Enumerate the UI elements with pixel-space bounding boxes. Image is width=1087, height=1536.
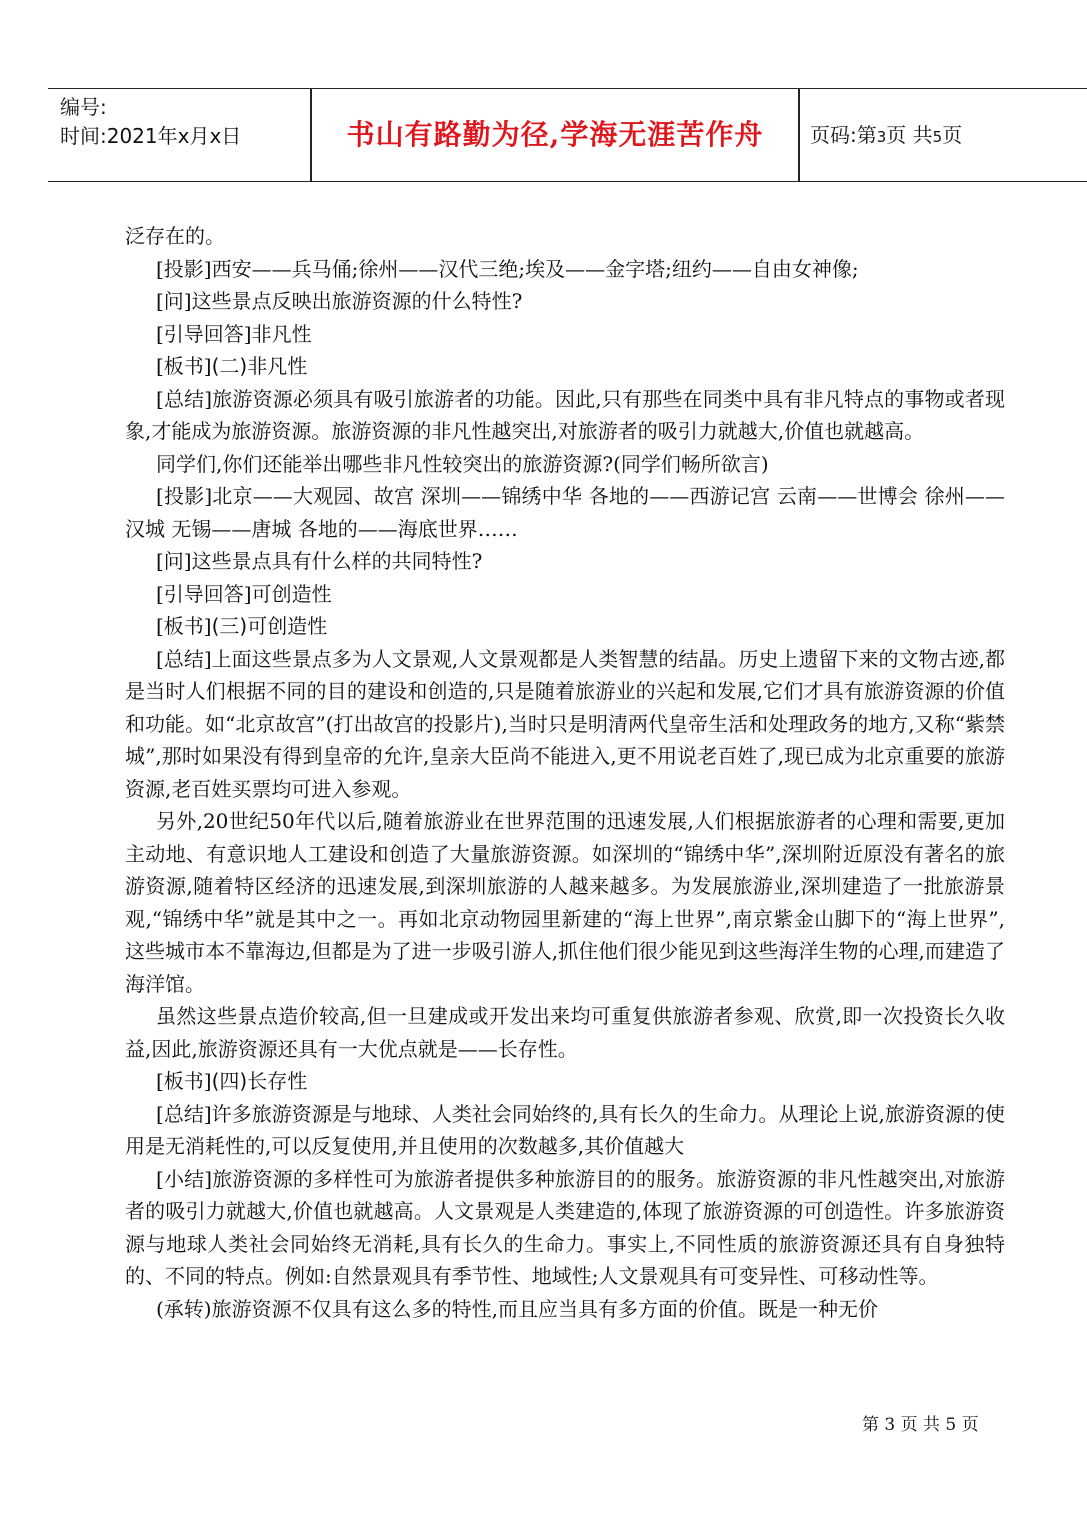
board-heading — [125, 610, 1005, 643]
paragraph: (承转)旅游资源不仅具有这么多的特性,而且应当具有多方面的价值。既是一种无价 — [156, 1296, 878, 1321]
page-prefix: 页码:第 — [810, 123, 877, 147]
paragraph: [总结]旅游资源必须具有吸引旅游者的功能。因此,只有那些在同类中具有非凡特点的事物或者现象,才能成为旅游资源。旅游资源的非凡性越突出,对旅游者的吸引力就越大,价值也就越高。 — [125, 386, 1005, 443]
page-mid: 页 共 — [886, 123, 933, 147]
page-footer: 第 3 页 共 5 页 — [862, 1415, 979, 1435]
board-heading — [125, 350, 1005, 383]
paragraph: 另外,20世纪50年代以后,随着旅游业在世界范围的迅速发展,人们根据旅游者的心理和需要,更加主动地、有意识地人工建设和创造了大量旅游资源。如深圳的“锦绣中华”,深圳附近原没有著名的旅游资源,随着特区经济的迅速发展,到深圳旅游的人越来越多。为发展旅游业,深圳建造了一批旅游景观,“锦绣中华”就是其中之一。再如北京动物园里新建的“海上世界”,南京紫金山脚下的“海上世界”,这些城市本不靠海边,但都是为了进一步吸引游人,抓住他们很少能见到这些海洋生物的心理,而建造了海洋馆。 — [125, 809, 1005, 996]
paragraph: 虽然这些景点造价较高,但一旦建成或开发出来均可重复供旅游者参观、欣赏,即一次投资长久收益,因此,旅游资源还具有一大优点就是——长存性。 — [125, 1004, 1005, 1061]
header-page-number — [810, 119, 962, 148]
paragraph: [小结]旅游资源的多样性可为旅游者提供多种旅游目的的服务。旅游资源的非凡性越突出,对旅游者的吸引力就越大,价值也就越高。人文景观是人类建造的,体现了旅游资源的可创造性。许多旅游资源与地球人类社会同始终无消耗,具有长久的生命力。事实上,不同性质的旅游资源还具有自身独特的、不同的特点。例如:自然景观具有季节性、地域性;人文景观具有可变异性、可移动性等。 — [125, 1166, 1005, 1288]
paragraph: [引导回答]可创造性 — [156, 581, 332, 606]
paragraph: [总结]许多旅游资源是与地球、人类社会同始终的,具有长久的生命力。从理论上说,旅游资源的使用是无消耗性的,可以反复使用,并且使用的次数越多,其价值越大 — [125, 1101, 1005, 1158]
paragraph: [问]这些景点具有什么样的共同特性? — [156, 549, 483, 573]
paragraph: [引导回答]非凡性 — [156, 321, 312, 346]
paragraph: [投影]北京——大观园、故宫 深圳——锦绣中华 各地的——西游记宫 云南——世博会 徐州——汉城 无锡——唐城 各地的——海底世界…… — [125, 484, 1005, 541]
header-meta — [60, 93, 310, 151]
board-heading — [125, 1065, 1005, 1098]
page-current: 3 — [876, 128, 887, 146]
header-motto: 书山有路勤为径,学海无涯苦作舟 — [346, 118, 764, 151]
page-suffix: 页 — [942, 123, 963, 147]
page-total: 5 — [932, 128, 943, 146]
section-heading: (二)非凡性 — [211, 354, 308, 378]
section-heading: (四)长存性 — [211, 1069, 308, 1093]
paragraph: 泛存在的。 — [125, 224, 225, 248]
paragraph: 同学们,你们还能举出哪些非凡性较突出的旅游资源?(同学们畅所欲言) — [156, 451, 769, 476]
board-prefix: [板书] — [156, 1069, 212, 1093]
paragraph: [投影]西安——兵马俑;徐州——汉代三绝;埃及——金字塔;纽约——自由女神像; — [156, 256, 859, 281]
board-prefix: [板书] — [156, 354, 212, 378]
paragraph: [总结]上面这些景点多为人文景观,人文景观都是人类智慧的结晶。历史上遗留下来的文物古迹,都是当时人们根据不同的目的建设和创造的,只是随着旅游业的兴起和发展,它们才具有旅游资源的价值和功能。如“北京故宫”(打出故宫的投影片),当时只是明清两代皇帝生活和处理政务的地方,又称“紫禁城”,那时如果没有得到皇帝的允许,皇亲大臣尚不能进入,更不用说老百姓了,现已成为北京重要的旅游资源,老百姓买票均可进入参观。 — [125, 646, 1005, 801]
time-label: 时间:2021年x月x日 — [60, 124, 242, 148]
document-body — [125, 220, 1005, 1325]
board-prefix: [板书] — [156, 614, 212, 638]
paragraph: [问]这些景点反映出旅游资源的什么特性? — [156, 289, 523, 313]
page-header — [48, 88, 1087, 182]
section-heading: (三)可创造性 — [211, 614, 328, 638]
serial-label: 编号: — [60, 95, 107, 119]
header-divider-right — [798, 89, 800, 181]
